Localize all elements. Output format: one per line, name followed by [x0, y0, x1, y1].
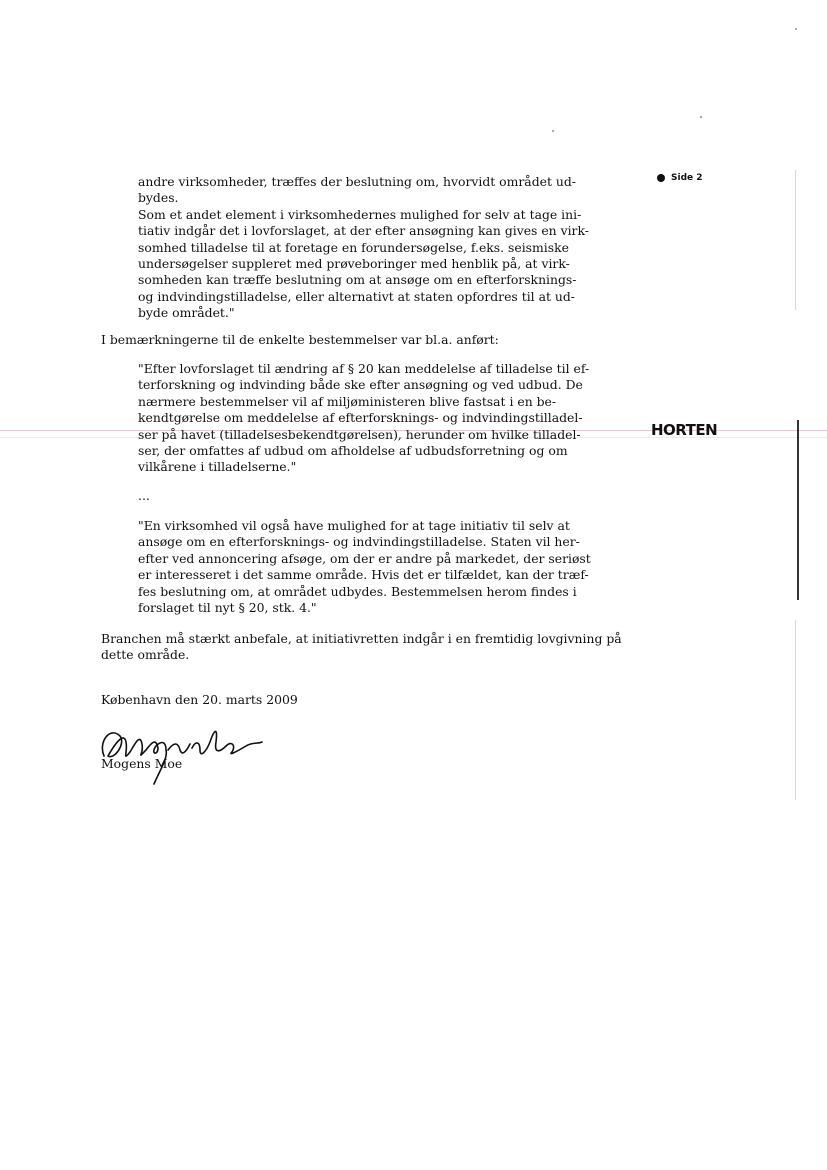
scan-speck: [700, 116, 702, 118]
scan-speck: [795, 28, 797, 30]
quoted-paragraph-continued: [138, 174, 589, 322]
text-line: somheden kan træffe beslutning om at ansøge om en efterforsknings-: [138, 272, 577, 288]
handwritten-signature: [96, 712, 266, 792]
ellipsis-marker: [138, 488, 168, 504]
scan-edge-mark-faint: [795, 170, 796, 310]
text-line: og indvindingstilladelse, eller alternativt at staten opfordres til at ud-: [138, 288, 575, 304]
text-line: andre virksomheder, træffes der beslutning om, hvorvidt området ud-: [138, 174, 576, 189]
text-line: ...: [138, 488, 150, 503]
text-line: "Efter lovforslaget til ændring af § 20 kan meddelelse af tilladelse til ef-: [138, 361, 590, 376]
text-line: byde området.": [138, 305, 235, 321]
scan-edge-mark-faint: [795, 620, 796, 800]
text-line: efter ved annoncering afsøge, om der er andre på markedet, der seriøst: [138, 550, 591, 566]
text-line: ser, der omfattes af udbud om afholdelse af udbudsforretning og om: [138, 443, 568, 459]
text-line: terforskning og indvinding både ske efter ansøgning og ved udbud. De: [138, 377, 583, 393]
place-date-line: [101, 692, 401, 708]
quoted-paragraph-initiative: [138, 518, 591, 616]
bullet-icon: [657, 174, 665, 182]
body-paragraph-recommendation: [101, 631, 622, 664]
text-line: undersøgelser suppleret med prøveboringer med henblik på, at virk-: [138, 256, 570, 272]
page-number-text: Side 2: [671, 173, 703, 183]
text-line: I bemærkningerne til de enkelte bestemmelser var bl.a. anført:: [101, 332, 499, 347]
text-line: fes beslutning om, at området udbydes. Bestemmelsen herom findes i: [138, 583, 577, 599]
body-paragraph-remarks-intro: [101, 332, 551, 348]
text-line: tiativ indgår det i lovforslaget, at der efter ansøgning kan gives en virk-: [138, 223, 589, 239]
text-line: bydes.: [138, 190, 179, 206]
text-line: vilkårene i tilladelserne.": [138, 459, 297, 475]
signatory-name: Mogens Moe: [101, 756, 183, 771]
page-number-label: [657, 173, 703, 183]
text-line: dette område.: [101, 647, 190, 663]
text-line: somhed tilladelse til at foretage en forundersøgelse, f.eks. seismiske: [138, 239, 569, 255]
text-line: "En virksomhed vil også have mulighed for at tage initiativ til selv at: [138, 518, 570, 533]
text-line: ser på havet (tilladelsesbekendtgørelsen), herunder om hvilke tilladel-: [138, 426, 581, 442]
text-line: er interesseret i det samme område. Hvis det er tilfældet, kan der træf-: [138, 567, 589, 583]
scan-edge-mark: [797, 420, 799, 600]
text-line: København den 20. marts 2009: [101, 692, 298, 707]
text-line: forslaget til nyt § 20, stk. 4.": [138, 600, 317, 616]
text-line: kendtgørelse om meddelelse af efterforsknings- og indvindingstilladel-: [138, 410, 583, 426]
text-line: ansøge om en efterforsknings- og indvindingstilladelse. Staten vil her-: [138, 534, 580, 550]
quoted-paragraph-section-20: [138, 361, 590, 476]
scan-speck: [552, 130, 554, 132]
brand-logo-text: HORTEN: [651, 421, 718, 439]
text-line: nærmere bestemmelser vil af miljøministeren blive fastsat i en be-: [138, 393, 557, 409]
text-line: Som et andet element i virksomhedernes mulighed for selv at tage ini-: [138, 206, 582, 222]
text-line: Branchen må stærkt anbefale, at initiativretten indgår i en fremtidig lovgivning på: [101, 631, 622, 646]
